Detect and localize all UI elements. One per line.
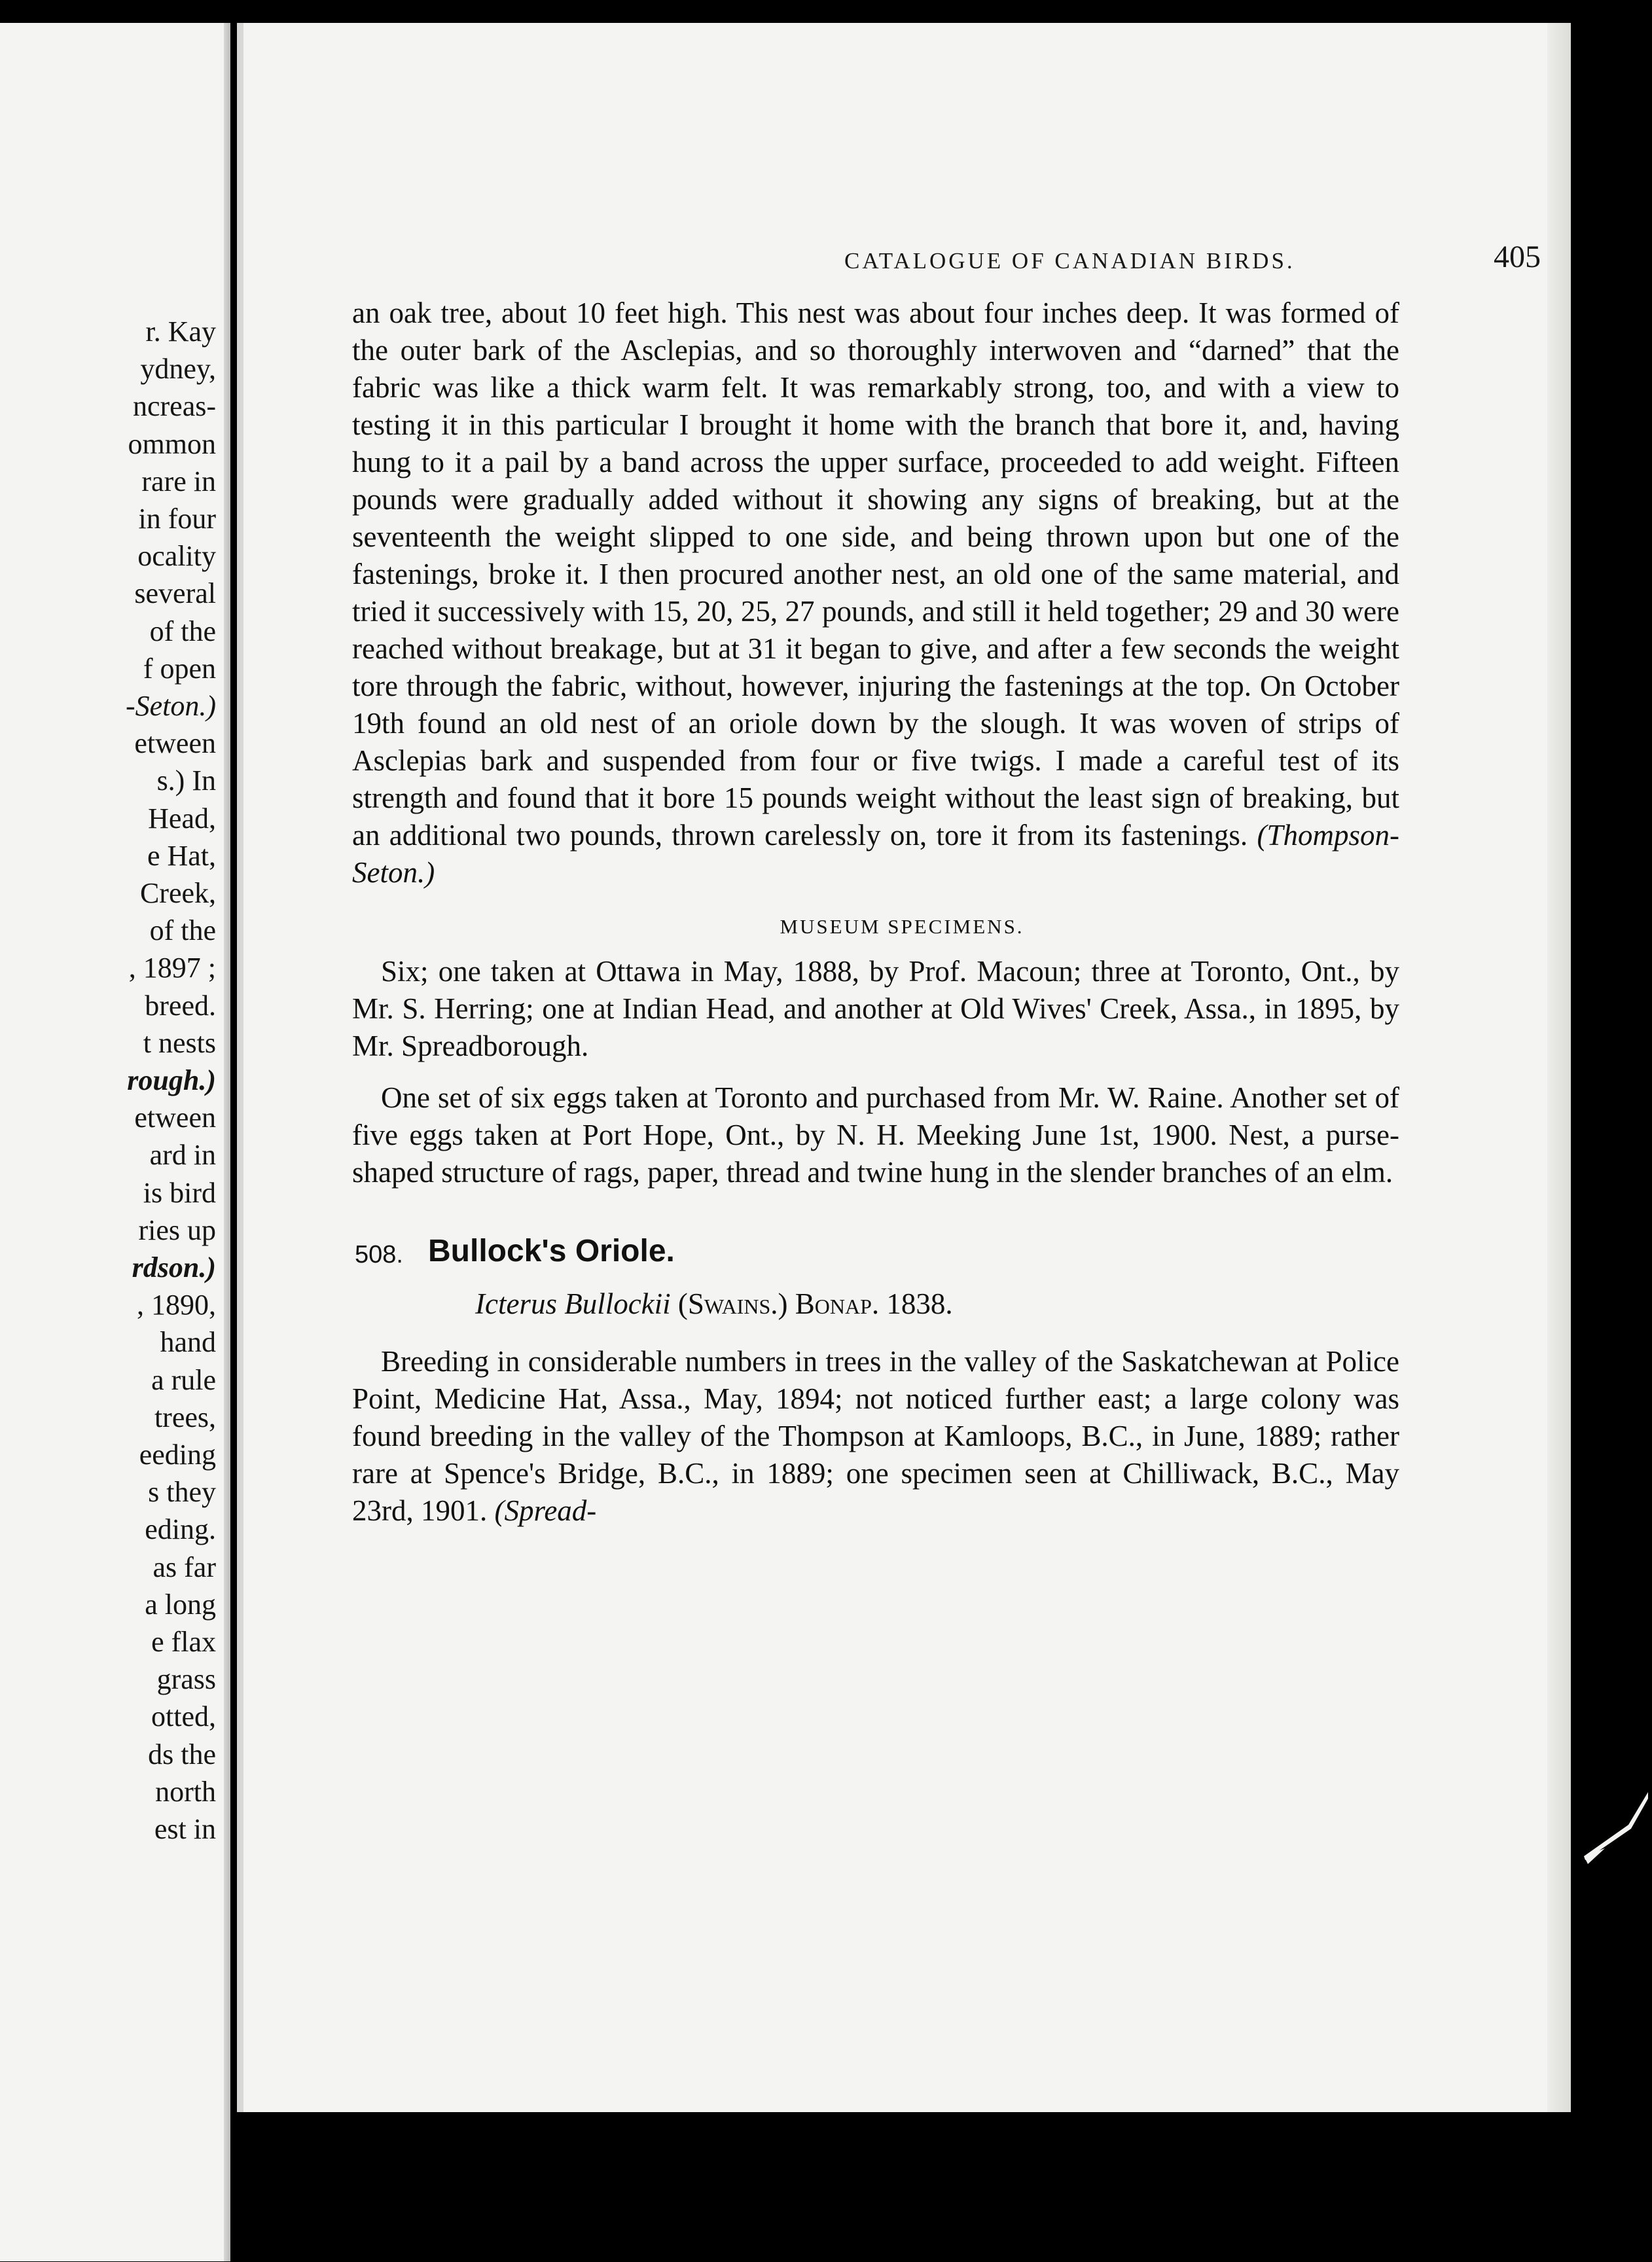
left-page-line: is bird [143, 1176, 216, 1209]
left-page-line: of the [149, 914, 216, 947]
left-page-line: rare in [141, 465, 216, 497]
left-page-line: rough.) [127, 1064, 216, 1096]
page-fold [224, 23, 230, 2261]
left-page-line: , 1897 ; [128, 952, 216, 984]
left-page-line: otted, [151, 1700, 216, 1733]
left-page-line: -Seton.) [125, 690, 216, 722]
page-spine-edge [237, 23, 243, 2112]
authority: (Swains.) Bonap. 1838. [677, 1287, 953, 1320]
species-name: Bullock's Oriole. [428, 1234, 675, 1268]
left-page-line: north [155, 1775, 216, 1808]
running-head-title: CATALOGUE OF CANADIAN BIRDS. [844, 248, 1295, 274]
scientific-name: Icterus Bullockii [475, 1287, 671, 1320]
left-page-line: grass [156, 1663, 216, 1696]
running-head [590, 239, 1541, 278]
left-page-line: eding. [145, 1513, 216, 1546]
left-page-line: ard in [149, 1139, 216, 1172]
page-number: 405 [1494, 240, 1541, 274]
left-page-line: several [134, 577, 216, 610]
left-page-line: Creek, [139, 877, 216, 909]
left-page-line: ydney, [140, 353, 216, 386]
species-paragraph-text: Breeding in considerable numbers in trees in the valley of the Saskatchewan at Police Point, Medicine Hat, Assa., May, 1894; not noticed further east; a large colony was found breeding in the valley of the Thompson at Kamloops, B.C., in June, 1889; rather rare at Spence's Bridge, B.C., in 1889; one specimen seen at Chilliwack, B.C., May 23rd, 1901. [352, 1345, 1399, 1527]
left-page-line: as far [153, 1551, 216, 1583]
left-page-line: est in [154, 1813, 216, 1845]
left-page-line: ocality [137, 540, 216, 573]
page-edge [1547, 23, 1571, 2112]
left-page-line: Head, [148, 802, 216, 835]
left-page-line: trees, [154, 1401, 216, 1433]
left-page-line: of the [149, 615, 216, 647]
left-page-line: s they [148, 1476, 216, 1509]
left-page-line: f open [143, 652, 216, 685]
continued-paragraph-text: an oak tree, about 10 feet high. This nest was about four inches deep. It was formed of the outer bark of the Asclepias, and so thoroughly interwoven and “darned” that the fabric was like a thick warm felt. It was remarkably strong, too, and with a view to testing it in this particular I brought it home with the branch that bore it, and, having hung to it a pail by a band across the upper surface, proceeded to add weight. Fifteen pounds were gradually added without it showing any signs of breaking, but at the seventeenth the weight slipped to one side, and being thrown upon but one of the fastenings, broke it. I then procured another nest, an old one of the same material, and tried it successively with 15, 20, 25, 27 pounds, and still it held together; 29 and 30 were reached without breakage, but at 31 it began to give, and after a few seconds the weight tore through the fabric, without, however, injuring the fastenings at the top. On October 19th found an old nest of an oriole down by the slough. It was woven of strips of Asclepias bark and suspended from four or five twigs. I made a careful test of its strength and found that it bore 15 pounds weight without the least sign of breaking, but an additional two pounds, thrown carelessly on, tore it from its fastenings. [352, 296, 1399, 852]
left-page-line: rdson.) [132, 1251, 216, 1284]
left-page-line: eeding [139, 1439, 216, 1471]
left-page-line: ncreas- [132, 390, 216, 423]
citation: (Spread- [494, 1494, 597, 1527]
left-page-line: , 1890, [137, 1289, 216, 1321]
left-page-line: ries up [138, 1213, 216, 1246]
left-page-line: ommon [128, 427, 216, 460]
left-page-line: t nests [143, 1026, 216, 1059]
eggs-paragraph: One set of six eggs taken at Toronto and purchased from Mr. W. Raine. Another set of five eggs taken at Port Hope, Ont., by N. H. Meeking June 1st, 1900. Nest, a purse-shaped structure of rags, paper, thread and twine hung in the slender branches of an elm. [352, 1081, 1399, 1189]
left-page-line: in four [138, 503, 216, 535]
species-number: 508. [355, 1241, 403, 1268]
left-page-line: s.) In [156, 764, 216, 797]
left-page-line: a long [145, 1588, 216, 1621]
museum-specimens-paragraph: Six; one taken at Ottawa in May, 1888, by Prof. Macoun; three at Toronto, Ont., by Mr. S. Herring; one at Indian Head, and another at Old Wives' Creek, Assa., in 1895, by Mr. Spreadborough. [352, 955, 1399, 1062]
left-page-line: hand [160, 1326, 216, 1359]
continued-paragraph [352, 295, 1399, 891]
left-page-line: breed. [145, 989, 216, 1022]
page [237, 23, 1571, 2112]
left-page-line: r. Kay [145, 315, 216, 348]
left-page-line: ds the [148, 1738, 216, 1770]
body-text [352, 295, 1399, 1530]
left-page-line: e flax [151, 1626, 216, 1658]
left-page-line: e Hat, [147, 839, 216, 872]
citation: (Thompson-Seton.) [352, 819, 1399, 889]
left-page-fragment [0, 23, 230, 2261]
species-heading [352, 1228, 1399, 1274]
edge-mark-icon [1583, 1792, 1651, 1890]
left-page-line: etween [134, 727, 216, 760]
left-page-line: etween [134, 1102, 216, 1134]
scientific-name-line [352, 1287, 1399, 1323]
section-heading: MUSEUM SPECIMENS. [780, 915, 1024, 938]
left-page-line: a rule [151, 1363, 216, 1396]
species-paragraph [352, 1343, 1399, 1530]
